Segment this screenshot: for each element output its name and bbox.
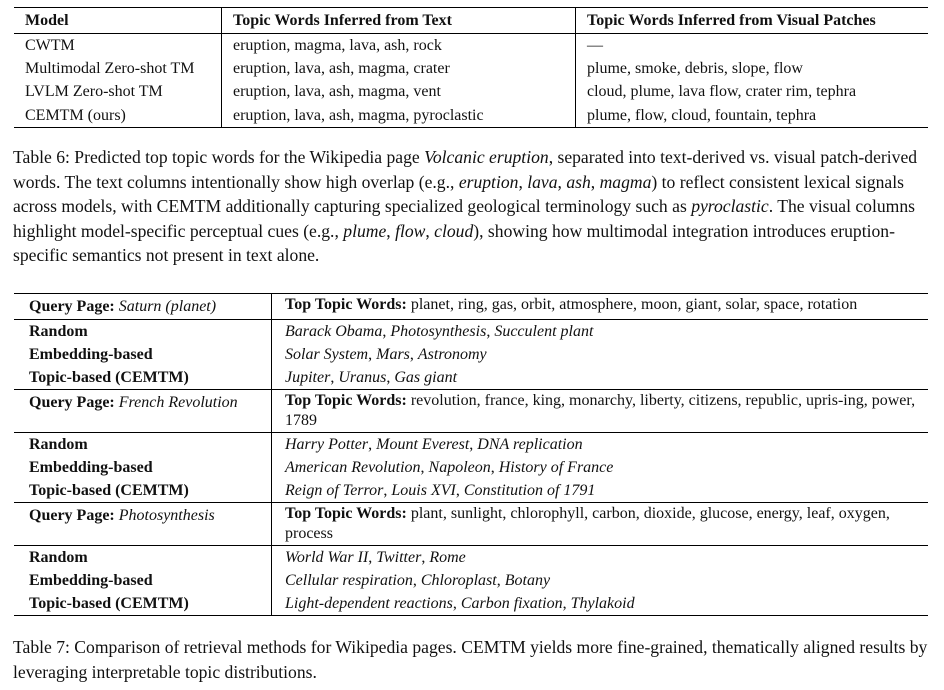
table-row xyxy=(14,433,928,457)
text-topics: eruption, lava, ash, magma, vent xyxy=(222,80,576,103)
query-page-cell xyxy=(14,294,272,320)
table-row xyxy=(14,320,928,344)
top-topic-words: planet, ring, gas, orbit, atmosphere, moon, giant, solar, space, rotation xyxy=(410,296,858,313)
query-page-label: Query Page: xyxy=(29,298,115,315)
retrieved-page: Rome xyxy=(429,549,466,566)
retrieved-page: Carbon fixation xyxy=(460,595,563,612)
model-name: LVLM Zero-shot TM xyxy=(25,83,163,100)
table-row xyxy=(14,592,928,616)
col-header-text-topics: Topic Words Inferred from Text xyxy=(222,8,576,34)
method-name: Topic-based (CEMTM) xyxy=(29,482,189,499)
top-topic-words-label: Top Topic Words: xyxy=(285,392,407,409)
table-6-header-row xyxy=(14,8,928,34)
table-row xyxy=(14,569,928,592)
top-topic-words: plant, sunlight, chlorophyll, carbon, dioxide, glucose, energy, leaf, oxygen, process xyxy=(285,505,890,542)
model-name: Multimodal Zero-shot TM xyxy=(25,60,195,77)
retrieved-page: Botany xyxy=(504,572,551,589)
retrieved-page: Gas giant xyxy=(394,369,458,386)
query-page-cell xyxy=(14,503,272,546)
retrieved-page: Succulent plant xyxy=(494,323,594,340)
top-topic-words-cell xyxy=(272,390,929,433)
model-name: CEMTM (ours) xyxy=(14,103,222,128)
retrieved-page: Twitter xyxy=(376,549,422,566)
table-row xyxy=(14,343,928,366)
method-name: Random xyxy=(29,323,88,340)
visual-topics: — xyxy=(576,34,929,58)
top-topic-words: revolution, france, king, monarchy, liberty, citizens, republic, upris-ing, power, 1789 xyxy=(285,392,916,429)
retrieved-page: American Revolution xyxy=(285,459,421,476)
retrieved-page: Thylakoid xyxy=(570,595,635,612)
query-page-title: Saturn (planet) xyxy=(118,298,217,315)
retrieved-page: Constitution of 1791 xyxy=(463,482,596,499)
retrieved-page: World War II xyxy=(285,549,369,566)
table-row xyxy=(14,366,928,390)
retrieved-page: Jupiter xyxy=(285,369,331,386)
query-page-label: Query Page: xyxy=(29,394,115,411)
retrieved-pages: American Revolution, Napoleon, History of France xyxy=(272,456,929,479)
query-row xyxy=(14,503,928,546)
retrieved-page: Barack Obama xyxy=(285,323,383,340)
retrieved-page: Solar System xyxy=(285,346,369,363)
visual-topics: plume, flow, cloud, fountain, tephra xyxy=(576,103,929,128)
retrieved-pages: Solar System, Mars, Astronomy xyxy=(272,343,929,366)
retrieved-page: Light-dependent reactions xyxy=(285,595,453,612)
model-name: CWTM xyxy=(25,37,75,54)
retrieved-page: Cellular respiration xyxy=(285,572,413,589)
retrieved-page: Mars xyxy=(376,346,410,363)
table-7 xyxy=(14,293,928,616)
retrieved-pages: Harry Potter, Mount Everest, DNA replication xyxy=(272,433,929,457)
retrieved-pages: Light-dependent reactions, Carbon fixation, Thylakoid xyxy=(272,592,929,616)
query-row xyxy=(14,390,928,433)
retrieved-page: Louis XVI xyxy=(391,482,456,499)
text-topics: eruption, magma, lava, ash, rock xyxy=(222,34,576,58)
query-page-title: Photosynthesis xyxy=(118,507,215,524)
retrieved-pages: Reign of Terror, Louis XVI, Constitution of 1791 xyxy=(272,479,929,503)
table-row xyxy=(14,103,928,128)
retrieved-page: Mount Everest xyxy=(376,436,470,453)
query-page-label: Query Page: xyxy=(29,507,115,524)
retrieved-page: Photosynthesis xyxy=(390,323,487,340)
method-name: Embedding-based xyxy=(29,459,153,476)
retrieved-page: History of France xyxy=(498,459,614,476)
table-6 xyxy=(14,7,928,128)
text-topics: eruption, lava, ash, magma, crater xyxy=(222,57,576,80)
method-name: Random xyxy=(29,436,88,453)
retrieved-page: Astronomy xyxy=(417,346,487,363)
table-7-caption: Table 7: Comparison of retrieval methods for Wikipedia pages. CEMTM yields more fine-grained, thematically aligned results by leveraging interpretable topic distributions. xyxy=(13,637,928,682)
query-row xyxy=(14,294,928,320)
table-row xyxy=(14,57,928,80)
query-page-cell xyxy=(14,390,272,433)
method-name: Embedding-based xyxy=(29,572,153,589)
method-name: Random xyxy=(29,549,88,566)
col-header-model: Model xyxy=(14,8,222,34)
text-topics: eruption, lava, ash, magma, pyroclastic xyxy=(222,103,576,128)
table-row xyxy=(14,456,928,479)
top-topic-words-label: Top Topic Words: xyxy=(285,505,407,522)
retrieved-page: DNA replication xyxy=(477,436,583,453)
table-row xyxy=(14,80,928,103)
retrieved-page: Uranus xyxy=(338,369,387,386)
retrieved-page: Reign of Terror xyxy=(285,482,384,499)
top-topic-words-label: Top Topic Words: xyxy=(285,296,407,313)
table-6-caption: Table 6: Predicted top topic words for the Wikipedia page Volcanic eruption, separated into text-derived vs. visual patch-derived words. The text columns intentionally show high overlap (e.g., eruption, lava, ash, magma) to reflect consistent lexical signals across models, with CEMTM additionally capturing specialized geological terminology such as pyroclastic. The visual columns highlight model-specific perceptual cues (e.g., plume, flow, cloud), showing how multimodal integration introduces eruption-specific semantics not present in text alone. xyxy=(13,147,918,265)
retrieved-pages: Barack Obama, Photosynthesis, Succulent plant xyxy=(272,320,929,344)
visual-topics: plume, smoke, debris, slope, flow xyxy=(576,57,929,80)
retrieved-page: Napoleon xyxy=(428,459,491,476)
table-row xyxy=(14,34,928,58)
method-name: Topic-based (CEMTM) xyxy=(14,592,272,616)
retrieved-pages: World War II, Twitter, Rome xyxy=(272,546,929,570)
method-name: Embedding-based xyxy=(29,346,153,363)
retrieved-page: Harry Potter xyxy=(285,436,369,453)
query-page-title: French Revolution xyxy=(118,394,238,411)
table-row xyxy=(14,479,928,503)
retrieved-pages: Jupiter, Uranus, Gas giant xyxy=(272,366,929,390)
retrieved-page: Chloroplast xyxy=(420,572,497,589)
retrieved-pages: Cellular respiration, Chloroplast, Botany xyxy=(272,569,929,592)
method-name: Topic-based (CEMTM) xyxy=(29,369,189,386)
visual-topics: cloud, plume, lava flow, crater rim, tephra xyxy=(576,80,929,103)
top-topic-words-cell xyxy=(272,503,929,546)
col-header-visual-topics: Topic Words Inferred from Visual Patches xyxy=(576,8,929,34)
top-topic-words-cell xyxy=(272,294,929,320)
table-row xyxy=(14,546,928,570)
